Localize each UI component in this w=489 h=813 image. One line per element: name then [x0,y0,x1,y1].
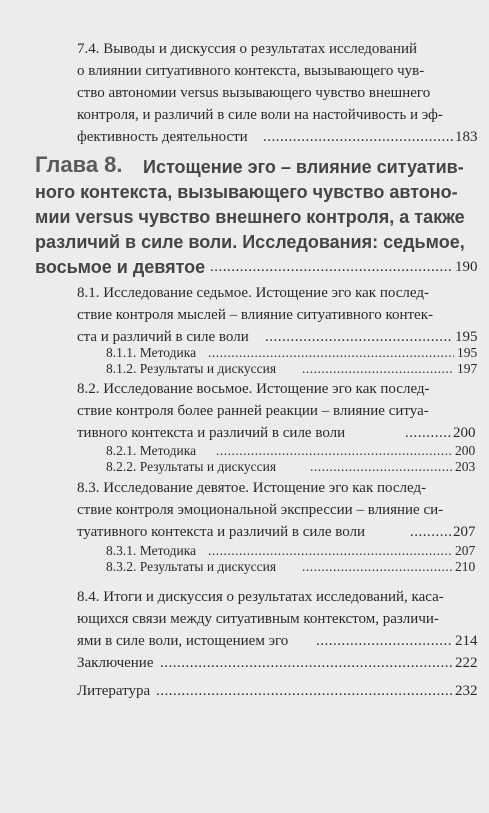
entry-line: Литература [77,683,151,699]
entry-line: 8.3. Исследование девятое. Истощение эго как послед- [77,480,427,496]
entry-line: 8.1. Исследование седьмое. Истощение эго как послед- [77,285,429,301]
entry-line: 8.3.2. Результаты и дискуссия [106,559,277,574]
dot-leader [310,456,452,478]
entry-line: ство автономии versus вызывающего чувство внешнего [77,85,431,101]
page-number: 203 [455,459,476,474]
entry-line: 8.2.1. Методика [106,443,197,458]
chapter-title-line: Истощение эго – влияние ситуатив- [143,157,464,177]
page-number: 210 [455,559,476,574]
entry-line: 8.1.2. Результаты и дискуссия [106,361,277,376]
entry-line: фективность деятельности [77,129,248,145]
entry-line: ста и различий в силе воли [77,329,249,345]
dot-leader [316,630,452,652]
page-number: 200 [453,425,476,441]
entry-line: контроля, и различий в силе воли на настойчивость и эф- [77,107,443,123]
entry-line: ствие контроля мыслей – влияние ситуативного контек- [77,307,434,323]
page-number: 222 [455,655,478,671]
page-number: 197 [457,361,478,376]
entry-line: ствие контроля эмоциональной экспрессии – влияние си- [77,502,444,518]
entry-line: 7.4. Выводы и дискуссия о результатах исследований [77,41,417,57]
page-number: 214 [455,633,478,649]
entry-line: ствие контроля более ранней реакции – влияние ситуа- [77,403,429,419]
entry-line: о влиянии ситуативного контекста, вызывающего чув- [77,63,425,79]
chapter-title-line: восьмое и девятое [35,257,206,277]
page-number: 207 [455,543,476,558]
page-number: 195 [457,345,478,360]
entry-line: Заключение [77,655,154,671]
entry-line: ями в силе воли, истощением эго [77,633,289,649]
page-number: 195 [455,329,478,345]
entry-line: ющихся связи между ситуативным контекстом, различи- [77,611,439,627]
chapter-title-line: различий в силе воли. Исследования: седьмое, [35,232,465,252]
dot-leader [302,556,452,578]
entry-line: 8.4. Итоги и дискуссия о результатах исследований, каса- [77,589,444,605]
dot-leader [210,256,452,278]
page-number: 232 [455,683,478,699]
entry-line: 8.2. Исследование восьмое. Истощение эго как послед- [77,381,430,397]
dot-leader [156,680,452,702]
entry-line: 8.1.1. Методика [106,345,197,360]
entry-line: тивного контекста и различий в силе воли [77,425,346,441]
page-number: 200 [455,443,476,458]
chapter-label: Глава 8. [35,152,123,177]
dot-leader [160,652,452,674]
entry-line: 8.3.1. Методика [106,543,197,558]
dot-leader [263,126,453,148]
dot-leader [302,358,454,380]
page-number: 207 [453,524,476,540]
page-number: 190 [455,259,478,275]
entry-line: 8.2.2. Результаты и дискуссия [106,459,277,474]
entry-line: туативного контекста и различий в силе воли [77,524,366,540]
chapter-title-line: ного контекста, вызывающего чувство автоно- [35,182,458,202]
page-number: 183 [455,129,478,145]
chapter-title-line: мии versus чувство внешнего контроля, а также [35,207,465,227]
